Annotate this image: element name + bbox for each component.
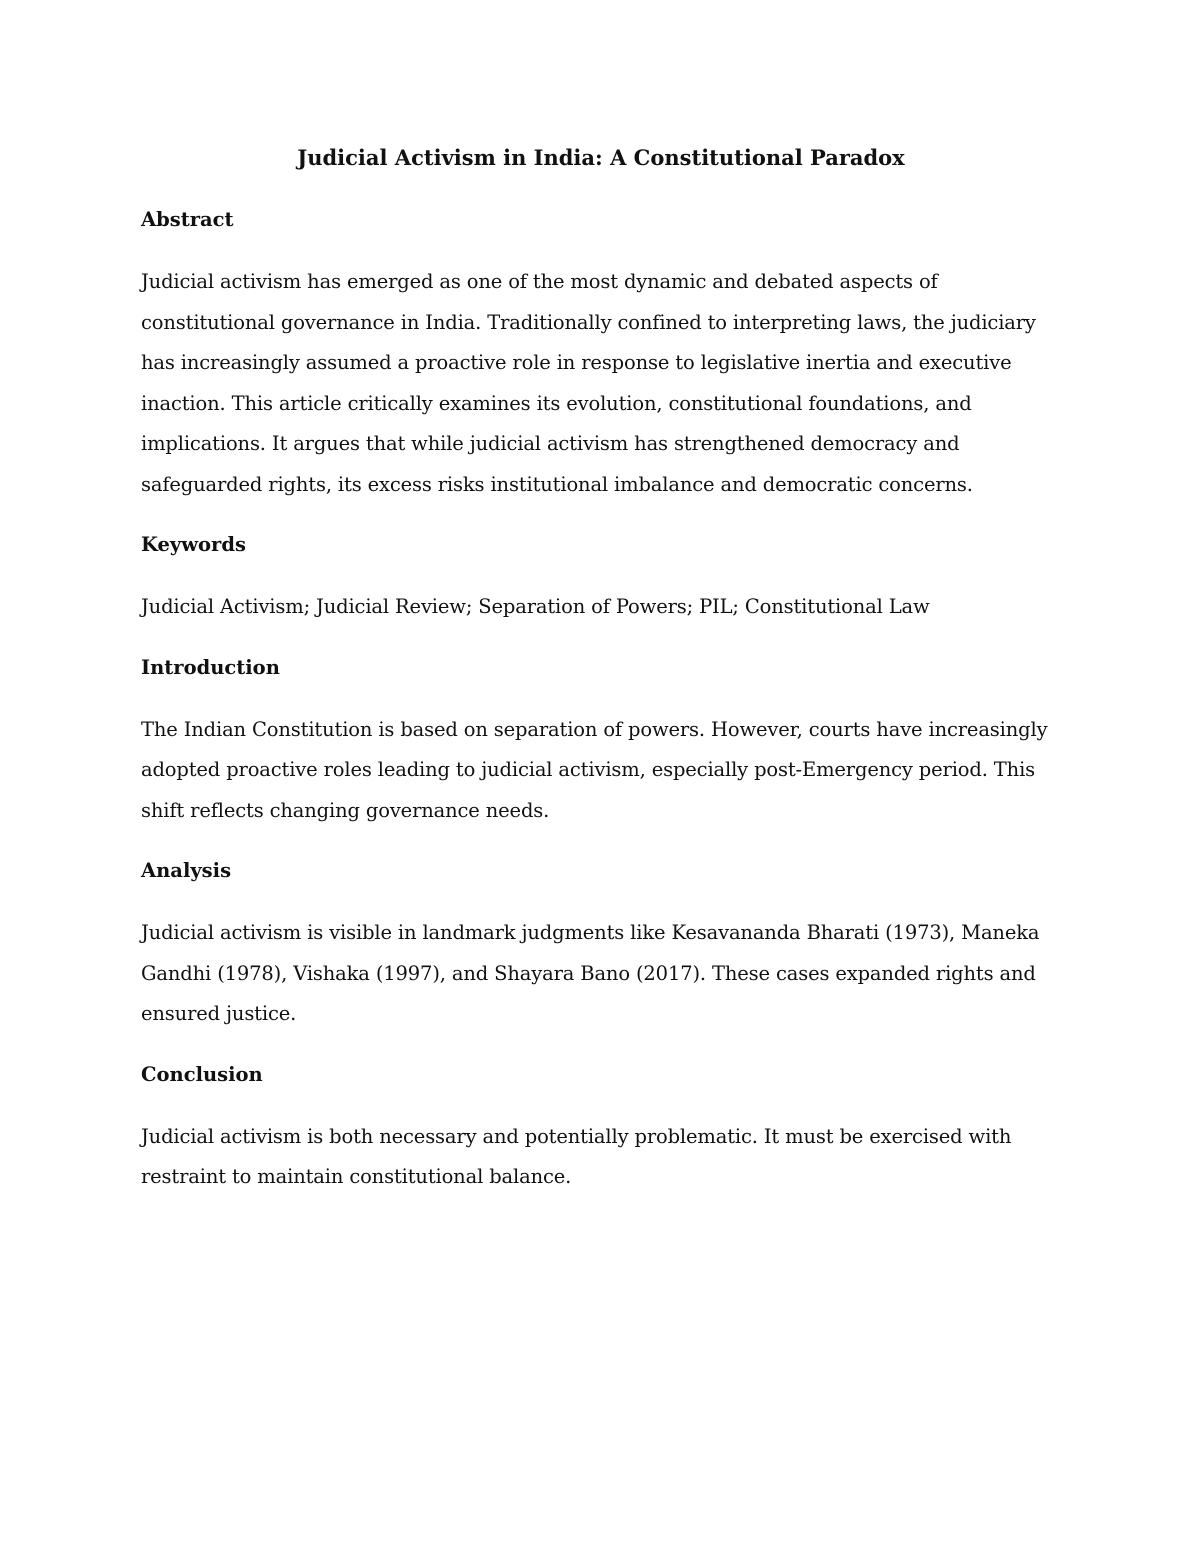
document-title: Judicial Activism in India: A Constitutional Paradox	[297, 145, 905, 170]
analysis-paragraph: Judicial activism is visible in landmark judgments like Kesavananda Bharati (1973), Maneka Gandhi (1978), Vishaka (1997), and Shayara Bano (2017). These cases expanded rights and ensured justice.	[141, 921, 1040, 1025]
introduction-heading: Introduction	[141, 655, 280, 679]
document-body	[141, 138, 1061, 1218]
conclusion-heading: Conclusion	[141, 1062, 263, 1086]
analysis-heading: Analysis	[141, 859, 232, 882]
abstract-heading: Abstract	[141, 208, 234, 231]
conclusion-paragraph: Judicial activism is both necessary and potentially problematic. It must be exercised with restraint to maintain constitutional balance.	[141, 1124, 1012, 1188]
keywords-heading: Keywords	[141, 533, 246, 556]
abstract-paragraph: Judicial activism has emerged as one of the most dynamic and debated aspects of constitutional governance in India. Traditionally confined to interpreting laws, the judiciary has increasingly assumed a proactive role in response to legislative inertia and executive inaction. This article critically examines its evolution, constitutional foundations, and implications. It argues that while judicial activism has strengthened democracy and safeguarded rights, its excess risks institutional imbalance and democratic concerns.	[141, 270, 1036, 496]
keywords-paragraph: Judicial Activism; Judicial Review; Separation of Powers; PIL; Constitutional Law	[141, 595, 930, 618]
introduction-paragraph: The Indian Constitution is based on separation of powers. However, courts have increasingly adopted proactive roles leading to judicial activism, especially post-Emergency period. This shift reflects changing governance needs.	[141, 717, 1048, 822]
